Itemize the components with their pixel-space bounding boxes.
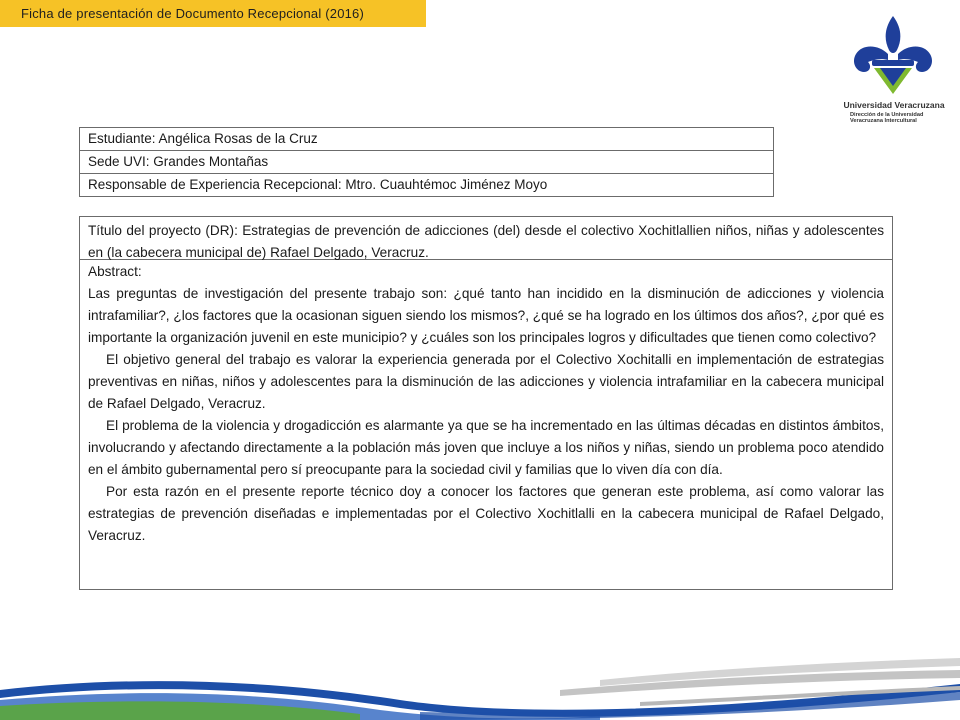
document-header-banner bbox=[0, 0, 426, 27]
university-subtitle-line2: Veracruzana Intercultural bbox=[850, 118, 917, 125]
university-name: Universidad Veracruzana bbox=[843, 100, 945, 110]
abstract-label: Abstract: bbox=[88, 264, 142, 279]
table-row bbox=[80, 128, 774, 151]
university-logo bbox=[836, 14, 952, 130]
university-subtitle bbox=[850, 112, 923, 125]
abstract-paragraph: El problema de la violencia y drogadicción es alarmante ya que se ha incrementado en las últimas décadas en distintos ámbitos, involucrando y afectando directamente a la población más joven que incluye a los niños y niñas, siendo un problema poco atendido en el ámbito gubernamental pero sí preocupante para la sociedad civil y familias que lo viven día con día. bbox=[88, 418, 884, 477]
table-row bbox=[80, 174, 774, 197]
project-title: Título del proyecto (DR): Estrategias de prevención de adicciones (del) desde el colectivo Xochitlallien niños, niñas y adolescentes en (la cabecera municipal de) Rafael Delgado, Veracruz. bbox=[80, 217, 892, 260]
fleur-de-lis-logo-icon bbox=[850, 14, 936, 98]
student-info-table bbox=[79, 127, 774, 197]
abstract-paragraph: Las preguntas de investigación del presente trabajo son: ¿qué tanto han incidido en la disminución de adicciones y violencia intrafamiliar?, ¿los factores que la ocasionan siguen siendo los mismos?, ¿qué se ha logrado en los últimos dos años?, ¿por qué es importante la organización juvenil en este municipio? y ¿cuáles son los principales logros y dificultades que tienen como colectivo? bbox=[88, 286, 884, 345]
abstract-paragraph: Por esta razón en el presente reporte técnico doy a conocer los factores que generan este problema, así como valorar las estrategias de prevención diseñadas e implementadas por el Colectivo Xochitlalli en la cabecera municipal de Rafael Delgado, Veracruz. bbox=[88, 484, 884, 543]
project-box bbox=[79, 216, 893, 590]
university-subtitle-line1: Dirección de la Universidad bbox=[850, 112, 924, 118]
table-row bbox=[80, 151, 774, 174]
banner-text: Ficha de presentación de Documento Recepcional (2016) bbox=[21, 6, 365, 21]
student-name: Estudiante: Angélica Rosas de la Cruz bbox=[80, 128, 774, 151]
abstract-paragraph: El objetivo general del trabajo es valorar la experiencia generada por el Colectivo Xochitalli en implementación de estrategias preventivas en niñas, niños y adolescentes para la disminución de las adicciones y violencia intrafamiliar en la cabecera municipal de Rafael Delgado, Veracruz. bbox=[88, 352, 884, 411]
abstract-section bbox=[80, 260, 892, 547]
decorative-footer-stripes bbox=[0, 640, 960, 720]
campus-name: Sede UVI: Grandes Montañas bbox=[80, 151, 774, 174]
advisor-name: Responsable de Experiencia Recepcional: Mtro. Cuauhtémoc Jiménez Moyo bbox=[80, 174, 774, 197]
